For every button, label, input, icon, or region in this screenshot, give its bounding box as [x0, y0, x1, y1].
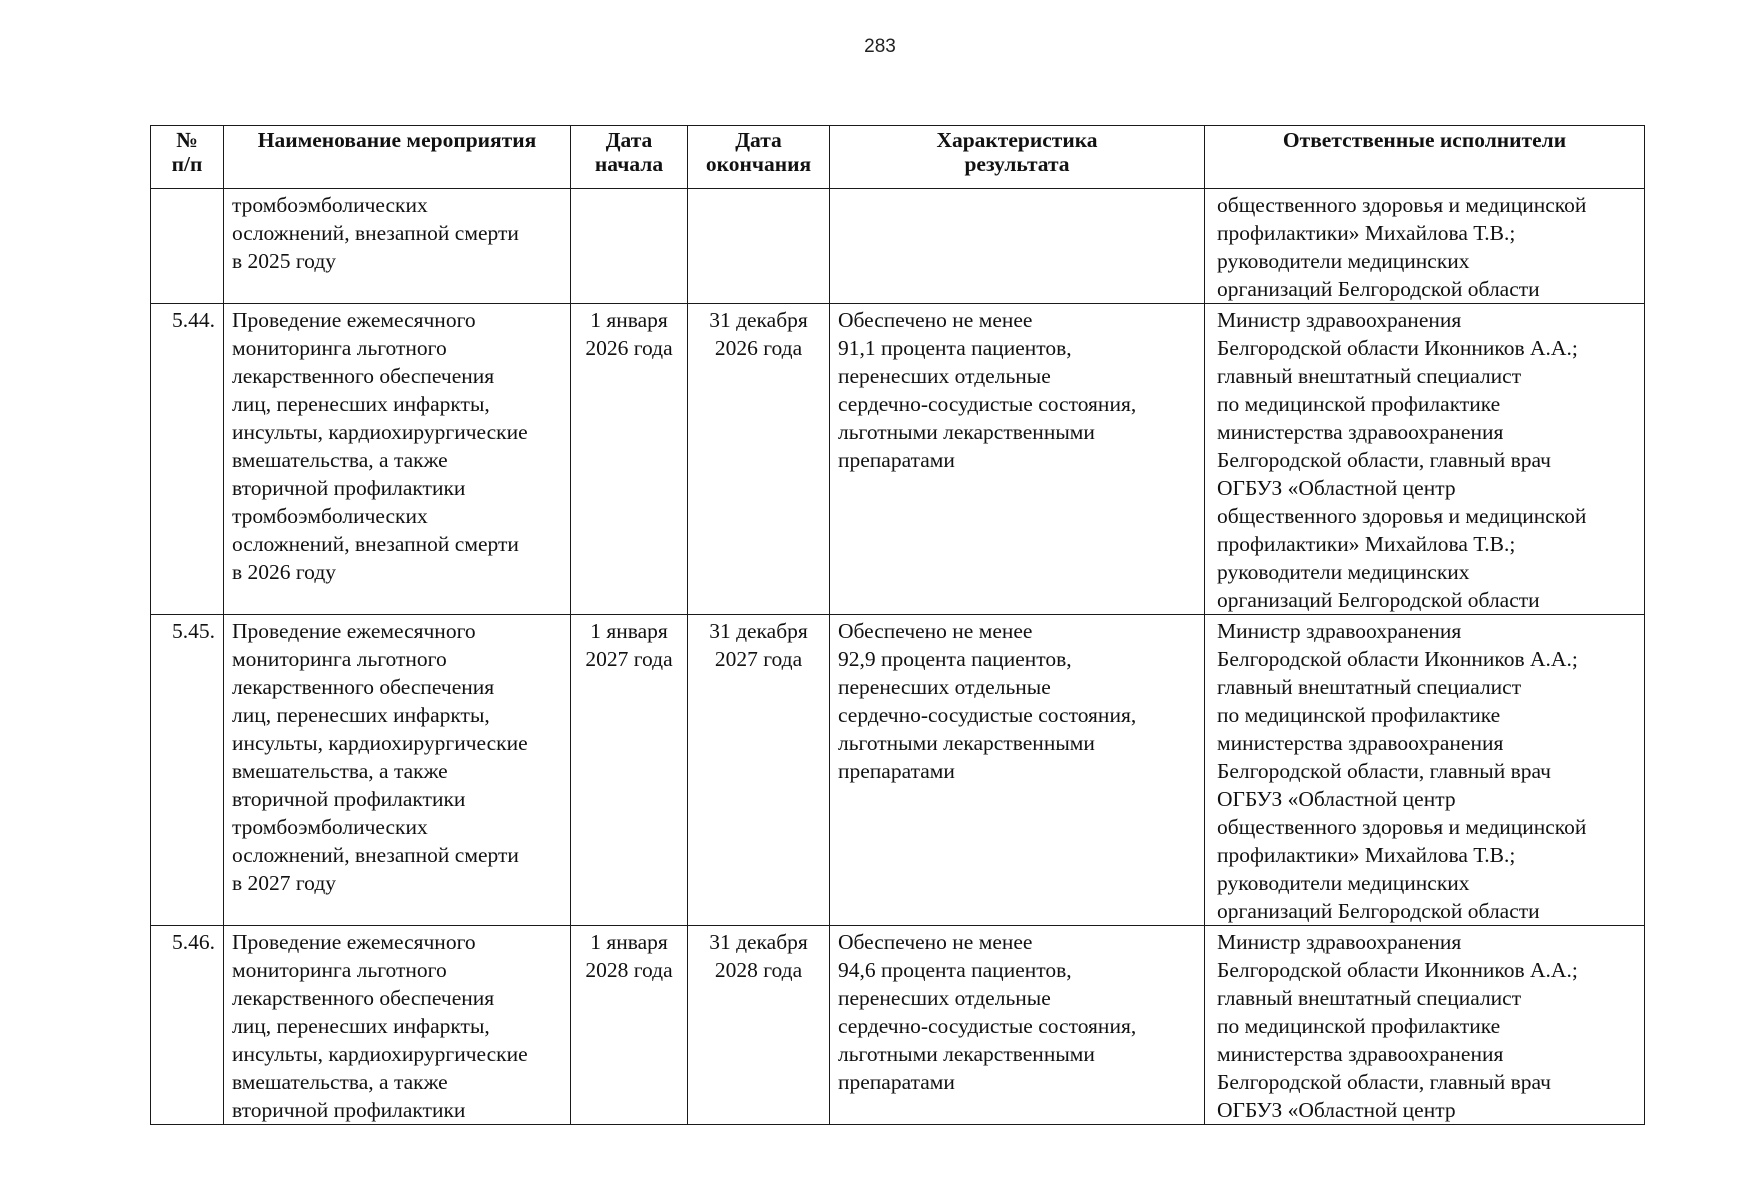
end-date: 31 декабря 2028 года [688, 926, 830, 1125]
start-date: 1 января 2028 года [571, 926, 688, 1125]
result-description: Обеспечено не менее 92,9 процента пациентов, перенесших отдельные сердечно-сосудистые состояния, льготными лекарственными препаратами [830, 615, 1205, 926]
row-number: 5.46. [151, 926, 224, 1125]
row-number: 5.44. [151, 304, 224, 615]
table-row [151, 304, 1645, 615]
result-description: Обеспечено не менее 94,6 процента пациентов, перенесших отдельные сердечно-сосудистые состояния, льготными лекарственными препаратами [830, 926, 1205, 1125]
start-date [571, 189, 688, 304]
table-row [151, 189, 1645, 304]
table-header-row [151, 126, 1645, 189]
result-description: Обеспечено не менее 91,1 процента пациентов, перенесших отдельные сердечно-сосудистые состояния, льготными лекарственными препаратами [830, 304, 1205, 615]
responsible-persons: Министр здравоохранения Белгородской области Иконников А.А.; главный внештатный специалист по медицинской профилактике министерства здравоохранения Белгородской области, главный врач ОГБУЗ «Областной центр [1205, 926, 1645, 1125]
measure-name: Проведение ежемесячного мониторинга льготного лекарственного обеспечения лиц, перенесших инфаркты, инсульты, кардиохирургические вмешательства, а также вторичной профилактики [224, 926, 571, 1125]
responsible-persons: Министр здравоохранения Белгородской области Иконников А.А.; главный внештатный специалист по медицинской профилактике министерства здравоохранения Белгородской области, главный врач ОГБУЗ «Областной центр общественного здоровья и медицинской профилактики» Михайлова Т.В.; руководители медицинских организаций Белгородской области [1205, 615, 1645, 926]
measure-name: Проведение ежемесячного мониторинга льготного лекарственного обеспечения лиц, перенесших инфаркты, инсульты, кардиохирургические вмешательства, а также вторичной профилактики тромбоэмболических осложнений, внезапной смерти в 2026 году [224, 304, 571, 615]
header-name: Наименование мероприятия [224, 126, 571, 189]
result-description [830, 189, 1205, 304]
responsible-persons: Министр здравоохранения Белгородской области Иконников А.А.; главный внештатный специалист по медицинской профилактике министерства здравоохранения Белгородской области, главный врач ОГБУЗ «Областной центр общественного здоровья и медицинской профилактики» Михайлова Т.В.; руководители медицинских организаций Белгородской области [1205, 304, 1645, 615]
measure-name: тромбоэмболических осложнений, внезапной смерти в 2025 году [224, 189, 571, 304]
page-number: 283 [864, 36, 896, 57]
measure-name: Проведение ежемесячного мониторинга льготного лекарственного обеспечения лиц, перенесших инфаркты, инсульты, кардиохирургические вмешательства, а также вторичной профилактики тромбоэмболических осложнений, внезапной смерти в 2027 году [224, 615, 571, 926]
end-date: 31 декабря 2027 года [688, 615, 830, 926]
table-row [151, 926, 1645, 1125]
header-responsible: Ответственные исполнители [1205, 126, 1645, 189]
row-number: 5.45. [151, 615, 224, 926]
measures-table [150, 125, 1645, 1125]
start-date: 1 января 2026 года [571, 304, 688, 615]
header-num: № п/п [151, 126, 224, 189]
responsible-persons: общественного здоровья и медицинской профилактики» Михайлова Т.В.; руководители медицинских организаций Белгородской области [1205, 189, 1645, 304]
header-result: Характеристика результата [830, 126, 1205, 189]
table-row [151, 615, 1645, 926]
end-date [688, 189, 830, 304]
row-number [151, 189, 224, 304]
end-date: 31 декабря 2026 года [688, 304, 830, 615]
header-start-date: Дата начала [571, 126, 688, 189]
start-date: 1 января 2027 года [571, 615, 688, 926]
header-end-date: Дата окончания [688, 126, 830, 189]
